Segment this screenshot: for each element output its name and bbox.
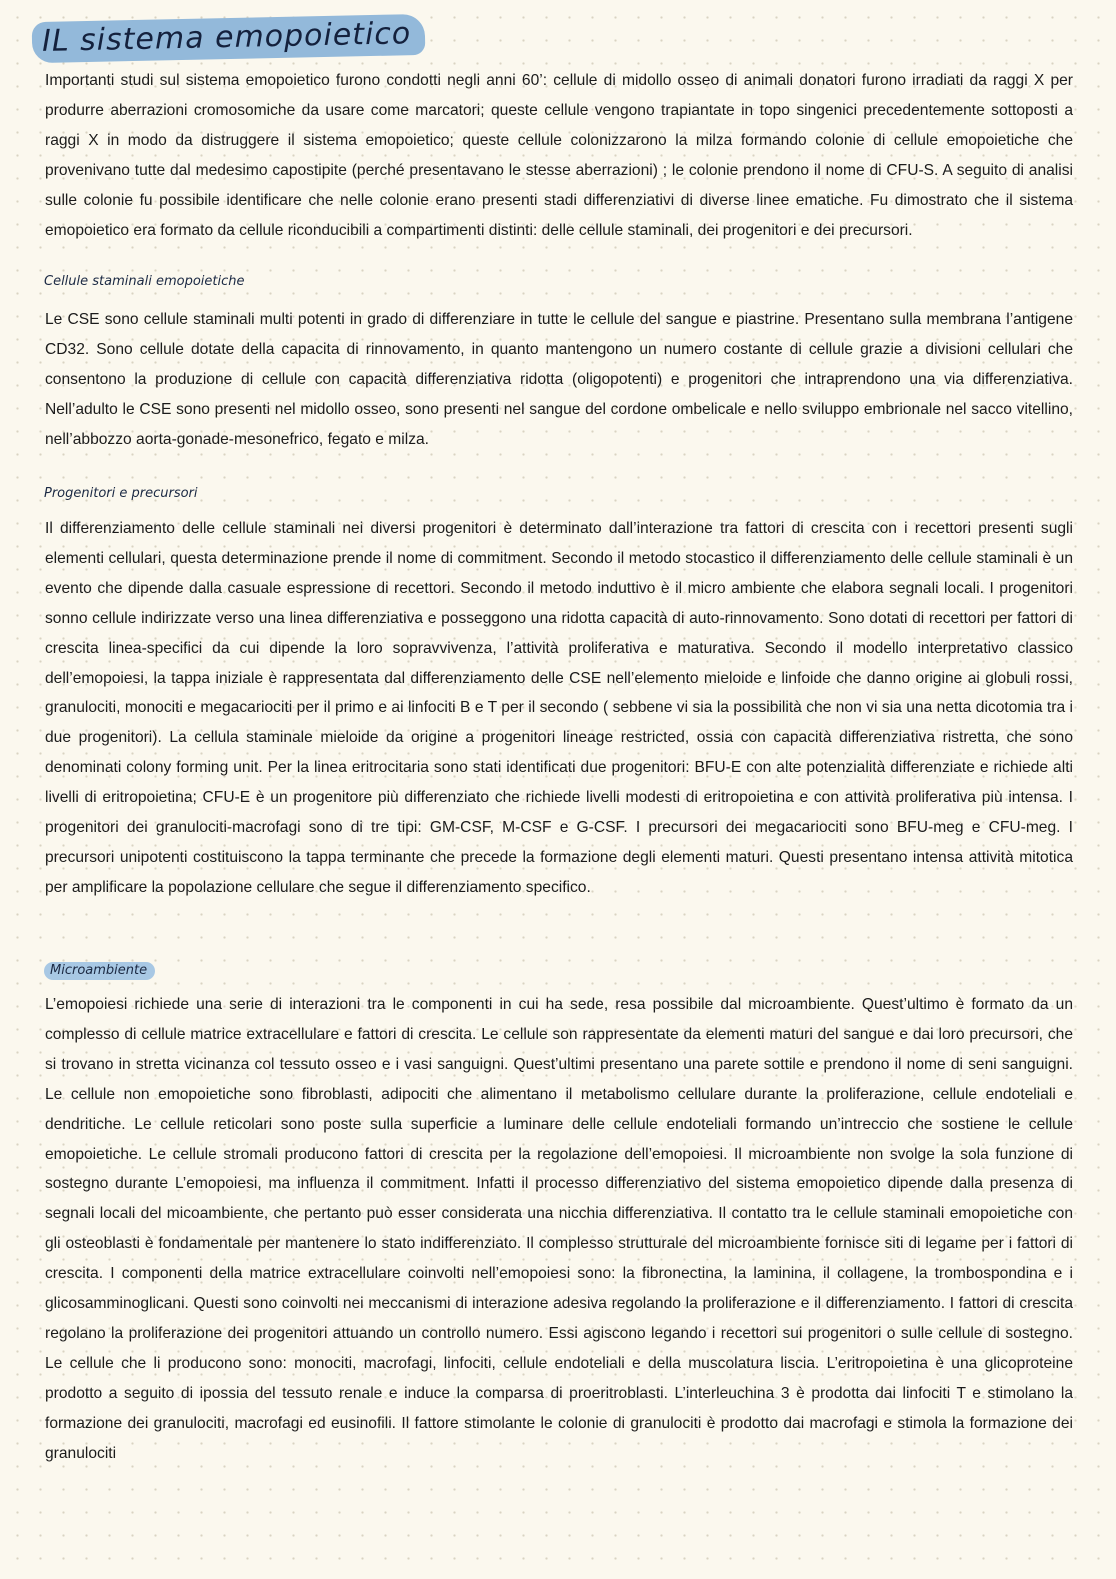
- section-label-progenitori: Progenitori e precursori: [44, 486, 198, 501]
- paragraph-microambiente: L’emopoiesi richiede una serie di interazioni tra le componenti in cui ha sede, resa possibile dal microambiente. Quest’ultimo è formato da un complesso di cellule matrice extracellulare e fattori di crescita. Le cellule son rappresentate da elementi maturi del sangue e dai loro precursori, che si trovano in stretta vicinanza col tessuto osseo e i vasi sanguigni. Quest’ultimi presentano una parete sottile e prendono il nome di seni sanguigni. Le cellule non emopoietiche sono fibroblasti, adipociti che alimentano il metabolismo cellulare durante la proliferazione, cellule endoteliali e dendritiche. Le cellule reticolari sono poste sulla superficie a luminare delle cellule endoteliali formando un’intreccio che sostiene le cellule emopoietiche. Le cellule stromali producono fattori di crescita per la regolazione dell’emopoiesi. Il microambiente non svolge la sola funzione di sostegno durante L’emopoiesi, ma influenza il commitment. Infatti il processo differenziativo del sistema emopoietico dipende dalla presenza di segnali locali del micoambiente, che pertanto può esser considerata una nicchia differenziativa. Il contatto tra le cellule staminali emopoietiche con gli osteoblasti è fondamentale per mantenere lo stato indifferenziato. Il complesso strutturale del microambiente fornisce siti di legame per i fattori di crescita. I componenti della matrice extracellulare coinvolti nell’emopoiesi sono: la fibronectina, la laminina, il collagene, la trombospondina e i glicosamminoglicani. Questi sono coinvolti nei meccanismi di interazione adesiva regolando la proliferazione e il differenziamento. I fattori di crescita regolano la proliferazione dei progenitori attuando un controllo numero. Essi agiscono legando i recettori sui progenitori o sulle cellule di sostegno. Le cellule che li producono sono: monociti, macrofagi, linfociti, cellule endoteliali e della muscolatura liscia. L’eritropoietina è una glicoproteine prodotto a seguito di ipossia del tessuto renale e induce la comparsa di proeritroblasti. L’interleuchina 3 è prodotta dai linfociti T e stimolano la formazione dei granulociti, macrofagi ed eusinofili. Il fattore stimolante le colonie di granulociti è prodotto dai macrofagi e stimola la formazione dei granulociti: [45, 996, 1073, 1462]
- paragraph-cse: Le CSE sono cellule staminali multi potenti in grado di differenziare in tutte le cellule del sangue e piastrine. Presentano sulla membrana l’antigene CD32. Sono cellule dotate della capacita di rinnovamento, in quanto mantengono un numero costante di cellule grazie a divisioni cellulari che consentono la produzione di cellule con capacità differenziativa ridotta (oligopotenti) e progenitori che intraprendono una via differenziativa. Nell’adulto le CSE sono presenti nel midollo osseo, sono presenti nel sangue del cordone ombelicale e nello sviluppo embrionale nel sacco vitellino, nell’abbozzo aorta-gonade-mesonefrico, fegato e milza.: [45, 311, 1073, 448]
- page-title: IL sistema emopoietico: [32, 14, 426, 63]
- section-label-cellule-staminali: Cellule staminali emopoietiche: [44, 274, 245, 289]
- section-label-microambiente: Microambiente: [44, 962, 155, 980]
- paragraph-progenitori: Il differenziamento delle cellule staminali nei diversi progenitori è determinato dall’interazione tra fattori di crescita con i recettori presenti sugli elementi cellulari, questa determinazione prende il nome di commitment. Secondo il metodo stocastico il differenziamento delle cellule staminali è un evento che dipende dalla casuale espressione di recettori. Secondo il metodo induttivo è il micro ambiente che elabora segnali locali. I progenitori sonno cellule indirizzate verso una linea differenziativa e posseggono una ridotta capacità di auto-rinnovamento. Sono dotati di recettori per fattori di crescita linea-specifici da cui dipende la loro sopravvivenza, l’attività proliferativa e maturativa. Secondo il modello interpretativo classico dell’emopoiesi, la tappa iniziale è rappresentata dal differenziamento delle CSE nell’elemento mieloide e linfoide che danno origine ai globuli rossi, granulociti, monociti e megacariociti per il primo e ai linfociti B e T per il secondo ( sebbene vi sia la possibilità che non vi sia una netta dicotomia tra i due progenitori). La cellula staminale mieloide da origine a progenitori lineage restricted, ossia con capacità differenziativa ristretta, che sono denominati colony forming unit. Per la linea eritrocitaria sono stati identificati due progenitori: BFU-E con alte potenzialità differenziate e richiede alti livelli di eritropoietina; CFU-E è un progenitore più differenziato che richiede livelli modesti di eritropoietina e con attività proliferativa più intensa. I progenitori dei granulociti-macrofagi sono di tre tipi: GM-CSF, M-CSF e G-CSF. I precursori dei megacariociti sono BFU-meg e CFU-meg. I precursori unipotenti costituiscono la tappa terminante che precede la formazione degli elementi maturi. Questi presentano intensa attività mitotica per amplificare la popolazione cellulare che segue il differenziamento specifico.: [45, 520, 1073, 896]
- paragraph-intro: Importanti studi sul sistema emopoietico furono condotti negli anni 60’: cellule di midollo osseo di animali donatori furono irradiati da raggi X per produrre aberrazioni cromosomiche da usare come marcatori; queste cellule vengono trapiantate in topo singenici precedentemente sottoposti a raggi X in modo da distruggere il sistema emopoietico; queste cellule colonizzarono la milza formando colonie di cellule emopoietiche che provenivano tutte dal medesimo capostipite (perché presentavano le stesse aberrazioni) ; le colonie prendono il nome di CFU-S. A seguito di analisi sulle colonie fu possibile identificare che nelle colonie erano presenti stadi differenziativi di diverse linee ematiche. Fu dimostrato che il sistema emopoietico era formato da cellule riconducibili a compartimenti distinti: delle cellule staminali, dei progenitori e dei precursori.: [45, 72, 1073, 239]
